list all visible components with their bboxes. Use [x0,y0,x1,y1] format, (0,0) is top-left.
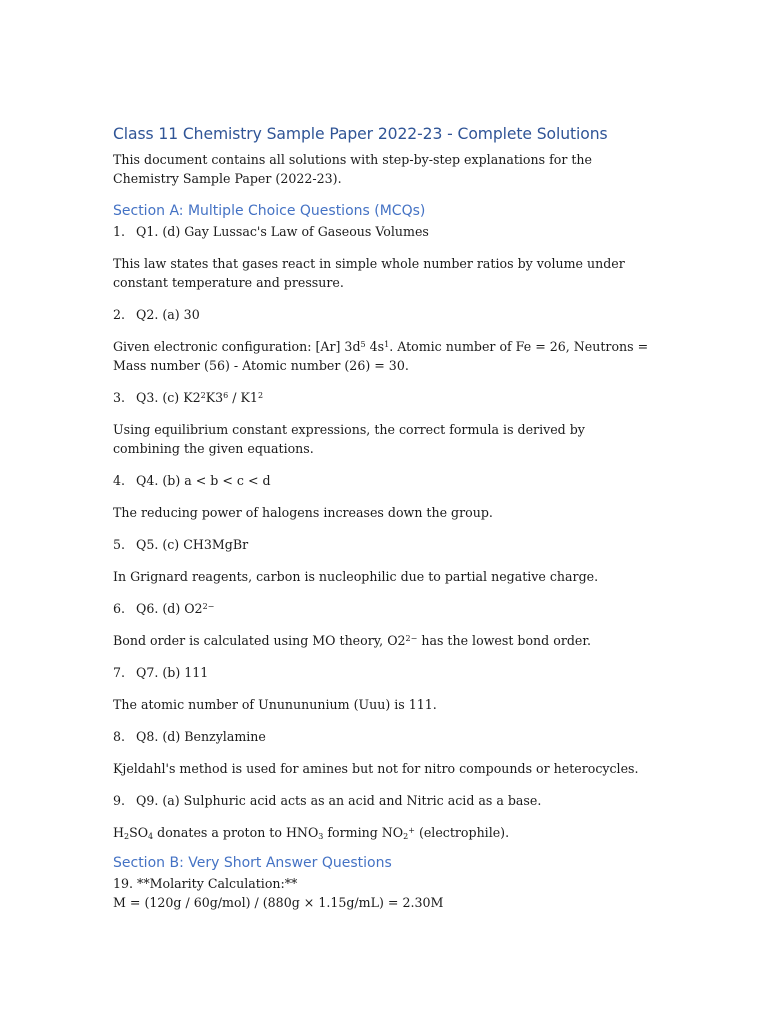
explanation-text: The reducing power of halogens increases down the group. [113,505,493,520]
list-item [113,663,653,682]
list-number: 3. [113,390,126,405]
list-number: 9. [113,793,126,808]
list-item [113,471,653,490]
document-page [113,124,653,912]
explanation-text: Bond order is calculated using MO theory, $O2^{2-}$ has the lowest bond order. [113,633,591,648]
document-intro: This document contains all solutions with step-by-step explanations for the Chemistry Sample Paper (2022-23). [113,152,592,186]
section-b-heading: Section B: Very Short Answer Questions [113,855,392,871]
list-number: 4. [113,473,126,488]
section-b-line: M = (120g / 60g/mol) / (880g × 1.15g/mL) = 2.30M [113,895,444,910]
list-number: 2. [113,307,126,322]
list-number: 7. [113,665,126,680]
list-number: 8. [113,729,126,744]
section-b-line: 19. **Molarity Calculation:** [113,876,298,891]
answer-text: Q8. (d) Benzylamine [136,729,266,744]
document-title: Class 11 Chemistry Sample Paper 2022-23 - Complete Solutions [113,125,608,143]
list-item [113,388,653,407]
answer-text: Q3. (c) $K2^2K3^6 / K1^2$ [136,390,264,405]
explanation-text: Using equilibrium constant expressions, the correct formula is derived by combining the given equations. [113,422,585,456]
list-number: 6. [113,601,126,616]
answer-text: Q7. (b) 111 [136,665,209,680]
answer-text: Q5. (c) CH3MgBr [136,537,249,552]
answer-text: Q2. (a) 30 [136,307,200,322]
list-item [113,535,653,554]
list-item [113,222,653,241]
explanation-text: Given electronic configuration: [Ar] $3d^5$ $4s^1$. Atomic number of Fe = 26, Neutrons = Mass number (56) - Atomic number (26) = 30. [113,339,649,373]
explanation-text: The atomic number of Ununununium (Uuu) is 111. [113,697,437,712]
list-item [113,305,653,324]
answer-text: Q1. (d) Gay Lussac's Law of Gaseous Volumes [136,224,429,239]
explanation-text: In Grignard reagents, carbon is nucleophilic due to partial negative charge. [113,569,599,584]
explanation-text: This law states that gases react in simple whole number ratios by volume under constant temperature and pressure. [113,256,625,290]
answer-text: Q4. (b) a < b < c < d [136,473,271,488]
list-item [113,791,653,810]
list-item [113,599,653,618]
list-number: 5. [113,537,126,552]
answer-text: Q9. (a) Sulphuric acid acts as an acid and Nitric acid as a base. [136,793,542,808]
explanation-text: Kjeldahl's method is used for amines but not for nitro compounds or heterocycles. [113,761,639,776]
explanation-text: $H_2SO_4$ donates a proton to $HNO_3$ forming $NO_2^+$ (electrophile). [113,825,510,841]
section-a-heading: Section A: Multiple Choice Questions (MCQs) [113,203,426,219]
answer-text: Q6. (d) $O2^{2-}$ [136,601,215,616]
list-item [113,727,653,746]
list-number: 1. [113,224,126,239]
